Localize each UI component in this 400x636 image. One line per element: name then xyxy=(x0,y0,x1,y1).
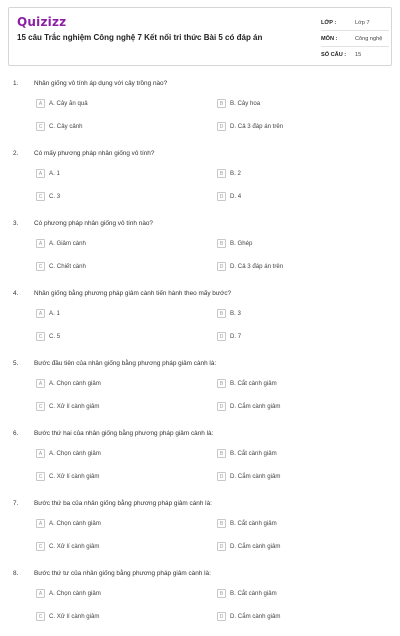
answer-option[interactable] xyxy=(217,611,280,622)
question-text: Có mấy phương pháp nhân giống vô tính? xyxy=(34,150,155,157)
option-letter-box: B xyxy=(217,169,226,178)
option-text: C. Chiết cành xyxy=(49,263,86,270)
option-text: A. Chọn cành giâm xyxy=(49,520,101,527)
option-text: C. Xử lí cành giâm xyxy=(49,473,100,480)
answer-option[interactable] xyxy=(36,588,101,599)
option-letter-box: C xyxy=(36,542,45,551)
answer-option[interactable] xyxy=(217,518,277,529)
option-text: B. 2 xyxy=(230,170,241,177)
option-letter-box: C xyxy=(36,332,45,341)
answer-option[interactable] xyxy=(217,541,280,552)
question-item xyxy=(0,426,400,496)
option-letter-box: B xyxy=(217,589,226,598)
option-text: C. Cây cảnh xyxy=(49,123,83,130)
option-text: C. Xử lí cành giâm xyxy=(49,543,100,550)
answer-option[interactable] xyxy=(36,471,99,482)
option-letter-box: D xyxy=(217,262,226,271)
option-text: B. 3 xyxy=(230,310,241,317)
answer-option[interactable] xyxy=(217,308,241,319)
answer-option[interactable] xyxy=(217,471,280,482)
option-letter-box: C xyxy=(36,612,45,621)
option-text: A. 1 xyxy=(49,310,60,317)
option-letter-box: A xyxy=(36,169,45,178)
meta-key: MÔN : xyxy=(321,35,338,42)
option-letter-box: D xyxy=(217,122,226,131)
option-letter-box: D xyxy=(217,402,226,411)
option-letter-box: C xyxy=(36,122,45,131)
answer-option[interactable] xyxy=(217,191,241,202)
answer-option[interactable] xyxy=(36,121,83,132)
option-text: D. Cắm cành giâm xyxy=(230,613,281,620)
option-text: A. Giâm cành xyxy=(49,240,86,247)
quizizz-logo: Quizizz xyxy=(17,15,67,29)
question-text: Nhân giống bằng phương pháp giâm cành tiến hành theo mấy bước? xyxy=(34,290,232,297)
question-item xyxy=(0,216,400,286)
meta-value: Công nghệ xyxy=(355,35,383,42)
option-letter-box: A xyxy=(36,239,45,248)
answer-option[interactable] xyxy=(217,261,283,272)
question-number: 5. xyxy=(13,360,19,367)
option-text: A. Chọn cành giâm xyxy=(49,380,101,387)
option-letter-box: A xyxy=(36,589,45,598)
option-letter-box: D xyxy=(217,612,226,621)
answer-option[interactable] xyxy=(217,168,241,179)
worksheet-title: 15 câu Trắc nghiệm Công nghệ 7 Kết nối tri thức Bài 5 có đáp án xyxy=(17,33,263,42)
option-text: D. Cả 3 đáp án trên xyxy=(230,123,284,130)
question-number: 3. xyxy=(13,220,19,227)
answer-option[interactable] xyxy=(217,448,277,459)
option-text: B. Cắt cành giâm xyxy=(230,590,277,597)
option-text: B. Cây hoa xyxy=(230,100,261,107)
option-text: A. Cây ăn quả xyxy=(49,100,88,107)
answer-option[interactable] xyxy=(36,308,60,319)
option-letter-box: D xyxy=(217,192,226,201)
answer-option[interactable] xyxy=(36,448,101,459)
question-text: Bước thứ ba của nhân giống bằng phương pháp giâm cành là: xyxy=(34,500,212,507)
question-number: 7. xyxy=(13,500,19,507)
option-letter-box: B xyxy=(217,99,226,108)
answer-option[interactable] xyxy=(217,588,277,599)
option-letter-box: B xyxy=(217,519,226,528)
option-text: D. Cắm cành giâm xyxy=(230,543,281,550)
answer-option[interactable] xyxy=(217,401,280,412)
answer-option[interactable] xyxy=(217,378,277,389)
answer-option[interactable] xyxy=(36,331,60,342)
option-text: A. 1 xyxy=(49,170,60,177)
option-text: C. Xử lí cành giâm xyxy=(49,613,100,620)
question-number: 1. xyxy=(13,80,19,87)
option-letter-box: A xyxy=(36,309,45,318)
option-letter-box: C xyxy=(36,472,45,481)
meta-key: LỚP : xyxy=(321,19,337,26)
answer-option[interactable] xyxy=(36,98,88,109)
meta-value: 15 xyxy=(355,52,362,58)
answer-option[interactable] xyxy=(217,98,260,109)
option-letter-box: D xyxy=(217,542,226,551)
answer-option[interactable] xyxy=(36,191,60,202)
option-letter-box: B xyxy=(217,449,226,458)
option-letter-box: C xyxy=(36,192,45,201)
option-letter-box: C xyxy=(36,262,45,271)
question-text: Bước thứ tư của nhân giống bằng phương pháp giâm cành là: xyxy=(34,570,211,577)
answer-option[interactable] xyxy=(217,331,241,342)
answer-option[interactable] xyxy=(217,238,252,249)
question-text: Có phương pháp nhân giống vô tính nào? xyxy=(34,220,153,227)
question-item xyxy=(0,496,400,566)
question-text: Bước thứ hai của nhân giống bằng phương pháp giâm cành là: xyxy=(34,430,214,437)
answer-option[interactable] xyxy=(36,238,86,249)
meta-value: Lớp 7 xyxy=(355,19,370,26)
question-number: 2. xyxy=(13,150,19,157)
option-text: D. 4 xyxy=(230,193,242,200)
option-letter-box: A xyxy=(36,449,45,458)
option-text: D. 7 xyxy=(230,333,242,340)
option-text: B. Cắt cành giâm xyxy=(230,450,277,457)
meta-row-subject xyxy=(321,31,389,47)
question-item xyxy=(0,286,400,356)
option-letter-box: C xyxy=(36,402,45,411)
question-number: 4. xyxy=(13,290,19,297)
question-item xyxy=(0,76,400,146)
answer-option[interactable] xyxy=(36,168,60,179)
meta-row-count xyxy=(321,47,389,63)
option-text: B. Ghép xyxy=(230,240,253,247)
meta-row-class xyxy=(321,15,389,31)
meta-key: SỐ CÂU : xyxy=(321,52,347,58)
option-letter-box: A xyxy=(36,519,45,528)
question-number: 6. xyxy=(13,430,19,437)
question-item xyxy=(0,356,400,426)
question-list xyxy=(0,76,400,636)
answer-option[interactable] xyxy=(36,518,101,529)
answer-option[interactable] xyxy=(36,541,99,552)
question-item xyxy=(0,566,400,636)
option-text: C. 3 xyxy=(49,193,61,200)
option-letter-box: D xyxy=(217,472,226,481)
answer-option[interactable] xyxy=(36,261,86,272)
worksheet-meta xyxy=(321,15,389,63)
answer-option[interactable] xyxy=(36,401,99,412)
option-text: A. Chọn cành giâm xyxy=(49,450,101,457)
option-text: B. Cắt cành giâm xyxy=(230,380,277,387)
question-text: Bước đầu tiên của nhân giống bằng phương pháp giâm cành là: xyxy=(34,360,217,367)
question-number: 8. xyxy=(13,570,19,577)
option-text: D. Cắm cành giâm xyxy=(230,403,281,410)
option-text: A. Chọn cành giâm xyxy=(49,590,101,597)
option-text: B. Cắt cành giâm xyxy=(230,520,277,527)
answer-option[interactable] xyxy=(217,121,283,132)
option-letter-box: A xyxy=(36,99,45,108)
option-text: C. 5 xyxy=(49,333,61,340)
option-text: D. Cắm cành giâm xyxy=(230,473,281,480)
option-letter-box: B xyxy=(217,379,226,388)
question-item xyxy=(0,146,400,216)
option-text: C. Xử lí cành giâm xyxy=(49,403,100,410)
answer-option[interactable] xyxy=(36,378,101,389)
option-text: D. Cả 3 đáp án trên xyxy=(230,263,284,270)
option-letter-box: A xyxy=(36,379,45,388)
answer-option[interactable] xyxy=(36,611,99,622)
option-letter-box: D xyxy=(217,332,226,341)
worksheet-header xyxy=(8,7,392,66)
option-letter-box: B xyxy=(217,309,226,318)
option-letter-box: B xyxy=(217,239,226,248)
question-text: Nhân giống vô tính áp dụng với cây trồng nào? xyxy=(34,80,168,87)
